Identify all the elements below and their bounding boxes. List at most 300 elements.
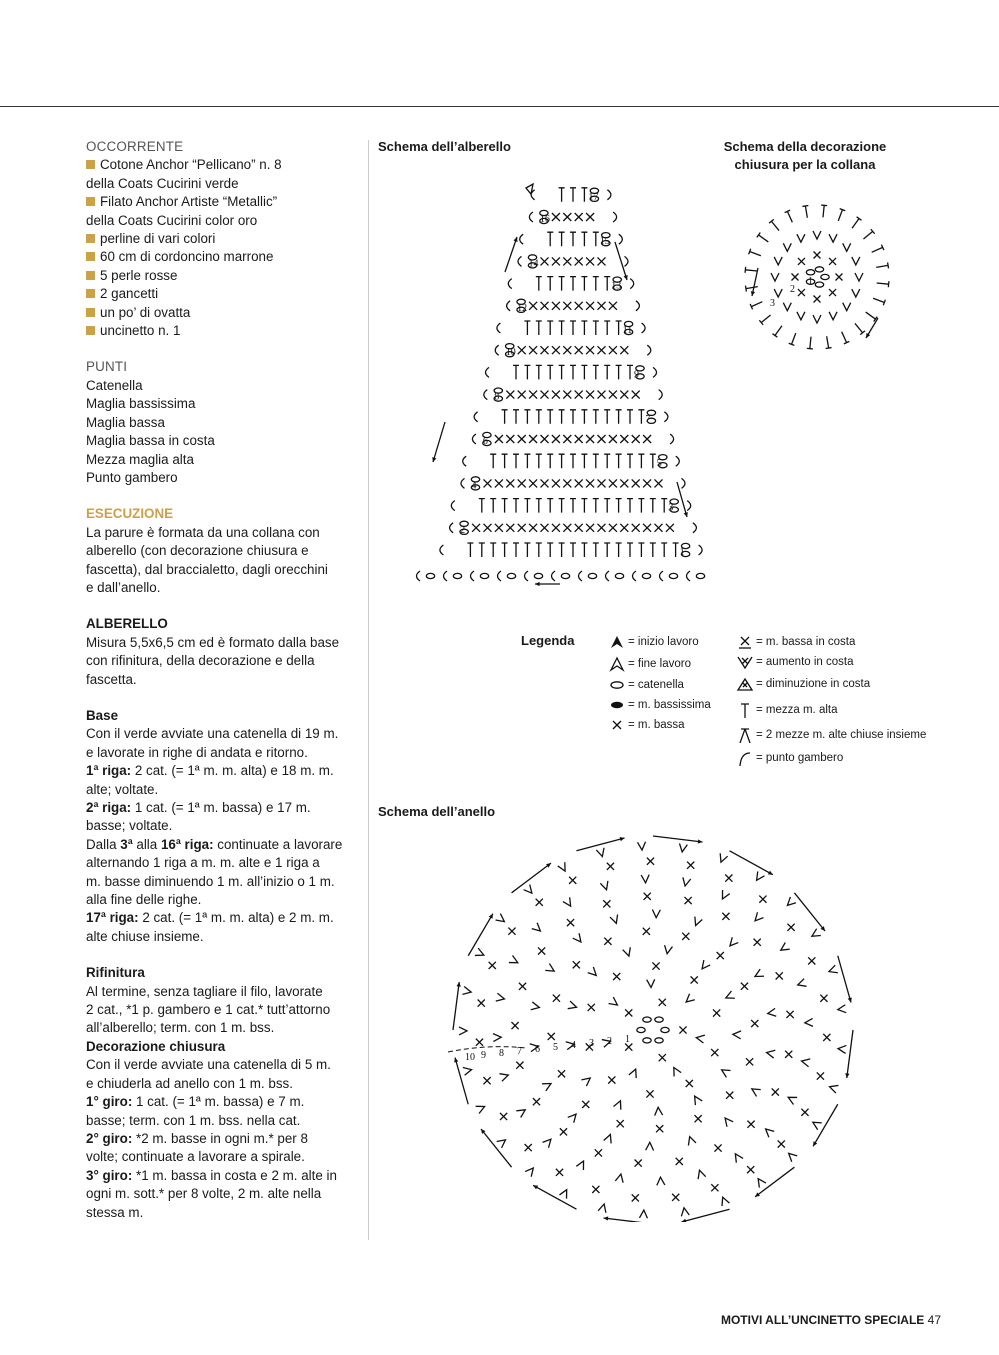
anello-stitch — [525, 1165, 536, 1176]
maglia-bassa-mark — [552, 391, 560, 399]
anello-stitch — [801, 1057, 811, 1067]
occorrente-item — [86, 230, 358, 248]
anello-stitch — [810, 929, 821, 940]
maglia-bassa-mark — [632, 1194, 639, 1201]
mezza-maglia-alta-mark — [759, 313, 772, 325]
giro-3-label: 3° giro: — [86, 1167, 133, 1183]
anello-stitch — [686, 1135, 696, 1145]
maglia-bassa-mark — [511, 1022, 518, 1029]
anello-stitch — [493, 1033, 501, 1041]
row-2-text: 1 cat. (= 1ª m. bassa) e 17 m. — [131, 800, 311, 815]
maglia-bassa-mark — [529, 302, 537, 310]
mezza-maglia-alta-mark — [604, 454, 610, 468]
aumento-mark — [646, 1142, 654, 1150]
anello-stitch — [699, 960, 710, 971]
aumento-mark — [805, 1018, 813, 1026]
maglia-bassa-mark — [643, 524, 651, 532]
maglia-bassa-mark — [814, 296, 821, 303]
row-16-label: 16ª riga: — [160, 836, 214, 852]
maglia-bassa-mark — [620, 479, 628, 487]
alberello-line: fascetta. — [86, 671, 137, 687]
anello-stitch — [459, 1027, 467, 1035]
aumento-mark — [509, 955, 520, 966]
catenella-mark — [655, 1038, 663, 1043]
mezza-maglia-alta-mark — [807, 336, 814, 349]
anello-stitch — [641, 875, 649, 883]
aumento-mark — [732, 1152, 743, 1163]
mezza-maglia-alta-mark — [876, 262, 889, 270]
maglia-bassa-mark — [552, 213, 560, 221]
giro-2-label: 2° giro: — [86, 1130, 133, 1146]
aumento-mark — [785, 897, 796, 908]
punto-gambero-mark — [660, 571, 664, 581]
mezza-maglia-alta-mark — [773, 324, 785, 337]
maglia-bassa-mark — [747, 1121, 754, 1128]
mezza-maglia-alta-mark — [581, 499, 587, 513]
mezza-maglia-alta-mark — [604, 277, 610, 291]
mezza-maglia-alta-mark — [616, 365, 622, 379]
aumento-mark — [811, 1119, 822, 1130]
mezza-maglia-alta-mark — [650, 499, 656, 513]
maglia-bassa-mark — [506, 524, 514, 532]
mezza-maglia-alta-mark — [872, 295, 885, 305]
mezza-maglia-alta-mark — [570, 410, 576, 424]
bullet-square-icon — [86, 197, 95, 206]
aumento-mark — [573, 933, 584, 944]
punto-gambero-mark — [450, 523, 454, 533]
direction-arrow — [681, 1209, 729, 1222]
giro-1-cont: basse; term. con 1 m. bss. nella cat. — [86, 1112, 301, 1128]
maglia-bassa-mark — [575, 257, 583, 265]
maglia-bassa-mark — [676, 1158, 683, 1165]
punto-gambero-mark — [529, 212, 533, 222]
anello-stitch — [785, 897, 796, 908]
giro-2-line — [86, 1130, 358, 1148]
bullet-square-icon — [86, 289, 95, 298]
tree-row — [486, 365, 657, 380]
punto-gambero-mark — [508, 279, 512, 289]
row-3-text: continuate a lavorare — [213, 836, 343, 852]
punto-gambero-mark — [472, 434, 476, 444]
punto-gambero-mark — [444, 571, 448, 581]
occorrente-item-text: Filato Anchor Artiste “Metallic” — [100, 194, 278, 210]
mezza-maglia-alta-mark — [547, 410, 553, 424]
mezza-maglia-alta-mark — [559, 321, 565, 335]
aumento-mark — [678, 843, 687, 852]
mezza-maglia-alta-mark — [627, 365, 633, 379]
occorrente-item — [86, 267, 358, 285]
legend-item-text: = m. bassissima — [628, 699, 711, 711]
legend-item — [606, 677, 684, 693]
mezza-maglia-alta-mark — [513, 499, 519, 513]
mezza-maglia-alta-mark — [820, 205, 827, 218]
tree-row-number: 3 — [668, 502, 674, 514]
punto-gambero-mark — [693, 523, 697, 533]
mezza-maglia-alta-mark — [524, 543, 530, 557]
mezza-maglia-alta-mark — [559, 188, 565, 202]
instructions-column — [86, 138, 358, 1222]
decorazione-outer-stitch — [789, 332, 799, 345]
esecuzione-title: ESECUZIONE — [86, 506, 174, 522]
aumento-mark — [684, 994, 695, 1005]
mezza-maglia-alta-mark — [627, 454, 633, 468]
mezza-maglia-alta-mark — [749, 249, 762, 259]
aumento-mark — [639, 1210, 647, 1218]
mezza-maglia-alta-mark — [745, 284, 758, 292]
aumento-mark — [752, 912, 763, 923]
mezza-maglia-alta-mark — [638, 454, 644, 468]
direction-arrow — [838, 956, 851, 1003]
mezza-maglia-alta-mark — [559, 499, 565, 513]
decorazione-outer-stitch — [785, 210, 795, 223]
anello-stitch — [805, 1018, 813, 1026]
column-divider — [368, 140, 369, 1240]
anello-round-number: 1 — [625, 1034, 630, 1045]
bullet-square-icon — [86, 326, 95, 335]
tree-row — [440, 543, 702, 558]
decorazione-outer-stitch — [876, 262, 889, 270]
anello-round-number: 6 — [535, 1044, 540, 1055]
punto-gambero-mark — [507, 301, 511, 311]
aumento-mark — [767, 1008, 776, 1017]
aumento-mark — [680, 1207, 689, 1216]
mezza-maglia-alta-mark — [616, 499, 622, 513]
row-2-label: 2ª riga: — [86, 800, 132, 815]
mezza-maglia-alta-mark — [547, 499, 553, 513]
aumento-mark — [696, 1034, 705, 1043]
anello-stitch — [752, 912, 763, 923]
due-mezze-maglie-alte-icon — [734, 727, 756, 743]
giro-3-line — [86, 1167, 358, 1185]
direction-arrow — [615, 242, 627, 280]
maglia-bassa-mark — [541, 435, 549, 443]
catenella-mark — [815, 267, 823, 272]
anello-stitch — [678, 843, 687, 852]
aumento-mark — [810, 929, 821, 940]
maglia-bassa-mark — [786, 1011, 793, 1018]
mezza-maglia-alta-mark — [559, 365, 565, 379]
anello-stitch — [568, 1111, 579, 1122]
base-line: e lavorate in righe di andata e ritorno. — [86, 744, 308, 760]
aumento-mark — [525, 1165, 536, 1176]
aumento-mark — [475, 948, 486, 959]
occorrente-title: OCCORRENTE — [86, 139, 184, 154]
mezza-maglia-alta-mark — [547, 454, 553, 468]
mezza-maglia-alta-mark — [616, 454, 622, 468]
aumento-mark — [568, 1111, 579, 1122]
aumento-mark — [750, 1085, 761, 1096]
maglia-bassa-mark — [747, 1166, 754, 1173]
maglia-bassa-mark — [563, 213, 571, 221]
rifinitura-line: Al termine, senza tagliare il filo, lavorate — [86, 983, 323, 999]
mezza-maglia-alta-mark — [479, 543, 485, 557]
bullet-square-icon — [86, 252, 95, 261]
punto-gambero-mark — [463, 456, 467, 466]
maglia-bassa-mark — [609, 391, 617, 399]
catenella-icon — [606, 677, 628, 693]
legend-title: Legenda — [521, 633, 575, 648]
anello-stitch — [463, 1066, 473, 1076]
anello-stitch — [542, 1080, 553, 1091]
aumento-mark — [686, 1135, 696, 1145]
mezza-maglia-alta-mark — [479, 499, 485, 513]
mezza-maglia-alta-mark — [673, 543, 679, 557]
direction-arrow — [755, 1167, 794, 1197]
arrow-head — [751, 291, 755, 296]
catenella-mark — [507, 573, 515, 578]
row-17-label: 17ª riga: — [86, 910, 139, 926]
aumento-mark — [843, 243, 851, 251]
aumento-mark — [558, 862, 569, 873]
aumento-mark — [614, 1099, 625, 1110]
maglia-bassa-mark — [541, 391, 549, 399]
maglia-bassa-mark — [792, 274, 799, 281]
maglia-bassa-mark — [516, 1062, 523, 1069]
maglia-bassa-mark — [573, 961, 580, 968]
maglia-bassa-mark — [647, 858, 654, 865]
occorrente-item-text: Cotone Anchor “Pellicano” n. 8 — [100, 157, 282, 173]
maglia-bassa-mark — [586, 257, 594, 265]
legend-item-text: = inizio lavoro — [628, 636, 699, 648]
mezza-maglia-alta-mark — [524, 410, 530, 424]
maglia-bassa-mark — [495, 435, 503, 443]
maglia-bassa-mark — [541, 479, 549, 487]
anello-stitch — [691, 1094, 702, 1105]
anello-stitch — [838, 1045, 847, 1054]
aumento-mark — [724, 991, 735, 1002]
mezza-maglia-alta-mark — [502, 454, 508, 468]
maglia-bassa-mark — [725, 874, 732, 881]
aumento-mark — [670, 1066, 681, 1077]
anello-round-number: 8 — [499, 1048, 504, 1059]
tree-row-number: 7 — [645, 413, 651, 425]
maglia-bassa-mark — [508, 928, 515, 935]
anello-stitch — [670, 1066, 681, 1077]
legend-item-text: = fine lavoro — [628, 658, 691, 670]
row-17-text: 2 cat. (= 1ª m. m. alta) e 2 m. m. — [138, 910, 334, 926]
anello-round-number: 4 — [571, 1040, 576, 1051]
tree-row-number: 8 — [494, 391, 500, 403]
tree-row — [531, 188, 611, 203]
aumento-mark — [797, 312, 805, 320]
aumento-mark — [828, 1083, 838, 1093]
punto-gambero-mark — [682, 478, 686, 488]
tree-row — [450, 521, 697, 536]
catenella-mark — [637, 1027, 645, 1032]
maglia-bassa-mark — [620, 391, 628, 399]
aumento-mark — [543, 1136, 554, 1147]
aumento-mark — [496, 993, 506, 1003]
aumento-mark — [629, 1068, 640, 1079]
anello-stitch — [610, 915, 620, 925]
tree-row — [529, 210, 616, 225]
mezza-maglia-alta-mark — [593, 454, 599, 468]
giro-1-line — [86, 1093, 358, 1111]
anello-stitch — [753, 871, 764, 882]
tree-row — [451, 499, 690, 514]
maglia-bassa-mark — [518, 524, 526, 532]
maglia-bassa-mark — [772, 1088, 779, 1095]
aumento-mark — [656, 1177, 664, 1185]
punto-gambero-mark — [474, 412, 478, 422]
maglia-bassa-mark — [541, 257, 549, 265]
anello-stitch — [720, 1066, 731, 1077]
aumento-mark — [838, 1045, 847, 1054]
occorrente-item-text: 5 perle rosse — [100, 267, 178, 283]
anello-stitch — [596, 848, 606, 858]
direction-arrow — [847, 1030, 853, 1078]
giro-3-cont: ogni m. sott.* per 8 volte, 2 m. alte nella — [86, 1186, 322, 1202]
maglia-bassa-mark — [814, 252, 821, 259]
anello-start-thread — [448, 1047, 526, 1052]
maglia-bassa-mark — [620, 524, 628, 532]
anello-stitch — [496, 993, 506, 1003]
decorazione-diagram-caption — [700, 138, 910, 174]
arrow-head — [535, 582, 540, 586]
anello-stitch — [722, 1116, 733, 1127]
decorazione-outer-stitch — [876, 280, 889, 287]
anello-stitch — [614, 1099, 625, 1110]
aumento-mark — [681, 877, 691, 887]
maglia-bassa-mark — [558, 1070, 565, 1077]
maglia-bassa-mark — [483, 1077, 490, 1084]
anello-stitch — [588, 967, 599, 978]
maglia-bassa-mark — [575, 524, 583, 532]
row-3-pre: Dalla — [86, 836, 121, 852]
maglia-bassa-mark — [652, 962, 659, 969]
maglia-bassa-mark — [506, 391, 514, 399]
aumento-mark — [609, 997, 620, 1008]
anello-stitch — [680, 1207, 689, 1216]
mezza-maglia-alta-mark — [559, 543, 565, 557]
mezza-maglia-alta-mark — [524, 499, 530, 513]
mezza-maglia-alta-mark — [769, 219, 781, 232]
aumento-mark — [783, 243, 791, 251]
anello-round-number: 7 — [517, 1046, 522, 1057]
punto-gambero-mark — [653, 367, 657, 377]
maglia-bassa-mark — [484, 479, 492, 487]
mezza-maglia-alta-mark — [824, 336, 832, 349]
occorrente-item-text: perline di vari colori — [100, 231, 216, 247]
anello-stitch — [681, 877, 691, 887]
aumento-mark — [796, 979, 806, 989]
anello-stitch — [786, 1094, 797, 1105]
mezza-maglia-alta-mark — [513, 454, 519, 468]
tree-row — [497, 321, 645, 336]
mezza-maglia-alta-mark — [757, 233, 770, 245]
maglia-bassa-mark — [598, 391, 606, 399]
maglia-bassa-mark — [659, 999, 666, 1006]
anello-diagram-caption: Schema dell’anello — [378, 804, 496, 819]
mezza-maglia-alta-mark — [604, 365, 610, 379]
arrow-head — [624, 275, 628, 280]
aumento-mark — [779, 942, 790, 953]
anello-stitch — [763, 1126, 774, 1137]
bullet-square-icon — [86, 271, 95, 280]
catenella-mark — [669, 573, 677, 578]
anello-stitch — [732, 1152, 743, 1163]
maglia-bassa-mark — [472, 524, 480, 532]
punto-gambero-mark — [606, 571, 610, 581]
anello-stitch — [663, 945, 672, 954]
mezza-maglia-alta-mark — [547, 321, 553, 335]
catenella-mark — [615, 573, 623, 578]
punto-gambero-mark — [552, 571, 556, 581]
decorazione-rounds — [745, 205, 889, 349]
punti-item: Maglia bassa — [86, 414, 165, 430]
maglia-bassa-mark — [682, 933, 689, 940]
maglia-bassa-mark — [617, 1120, 624, 1127]
fine-lavoro-icon — [526, 184, 533, 194]
mezza-maglia-alta-mark — [536, 543, 542, 557]
tree-row — [507, 299, 640, 314]
maglia-bassa-mark — [556, 1169, 563, 1176]
punti-item: Catenella — [86, 377, 143, 393]
page-footer — [721, 1313, 941, 1327]
anello-stitch — [646, 1142, 654, 1150]
maglia-bassa-mark — [686, 1080, 693, 1087]
mezza-maglia-alta-mark — [536, 410, 542, 424]
mezza-maglia-alta-mark — [581, 543, 587, 557]
decorazione-outer-stitch — [757, 233, 770, 245]
aumento-mark — [524, 884, 535, 895]
occorrente-item-text: 2 gancetti — [100, 286, 159, 302]
mezza-maglia-alta-mark — [490, 543, 496, 557]
tree-row — [474, 410, 668, 425]
maglia-bassa-mark — [529, 391, 537, 399]
punto-gambero-icon — [734, 750, 756, 766]
anello-stitch — [684, 994, 695, 1005]
maglia-bassa-mark — [625, 1009, 632, 1016]
tree-row — [461, 477, 685, 492]
anello-stitch — [475, 948, 486, 959]
decorazione-outer-stitch — [872, 295, 885, 305]
decorazione-outer-stitch — [769, 219, 781, 232]
anello-stitch — [638, 842, 646, 850]
maglia-bassa-mark — [567, 919, 574, 926]
maglia-bassa-icon — [606, 717, 628, 733]
maglia-bassa-mark — [575, 302, 583, 310]
anello-stitch — [766, 1049, 775, 1058]
decorazione-caption-line-2: chiusura per la collana — [734, 157, 876, 172]
maglia-bassa-mark — [495, 479, 503, 487]
punto-gambero-mark — [486, 367, 490, 377]
maglia-bassa-mark — [586, 524, 594, 532]
maglia-bassa-mark — [598, 435, 606, 443]
direction-arrow — [730, 851, 773, 875]
row-3-mid: alla — [132, 836, 161, 852]
catenella-mark — [661, 1027, 669, 1032]
maglia-bassa-mark — [632, 479, 640, 487]
giro-3-text: *1 m. bassa in costa e 2 m. alte in — [132, 1167, 337, 1183]
maglia-bassa-mark — [609, 435, 617, 443]
mezza-maglia-alta-mark — [570, 321, 576, 335]
anello-stitch — [604, 1133, 614, 1143]
aumento-mark — [753, 871, 764, 882]
anello-stitch — [496, 914, 507, 925]
maglia-bassa-mark — [495, 524, 503, 532]
maglia-bassa-mark — [808, 957, 815, 964]
base-line: Con il verde avviate una catenella di 19 m. — [86, 726, 339, 742]
maglia-bassa-mark — [586, 435, 594, 443]
punto-gambero-mark — [484, 390, 488, 400]
anello-stitch — [779, 942, 790, 953]
anello-stitch — [524, 884, 535, 895]
anello-stitch — [647, 979, 655, 987]
occorrente-item-cont: della Coats Cucirini color oro — [86, 212, 258, 228]
page-number: 47 — [927, 1313, 941, 1327]
maglia-bassa-mark — [575, 435, 583, 443]
